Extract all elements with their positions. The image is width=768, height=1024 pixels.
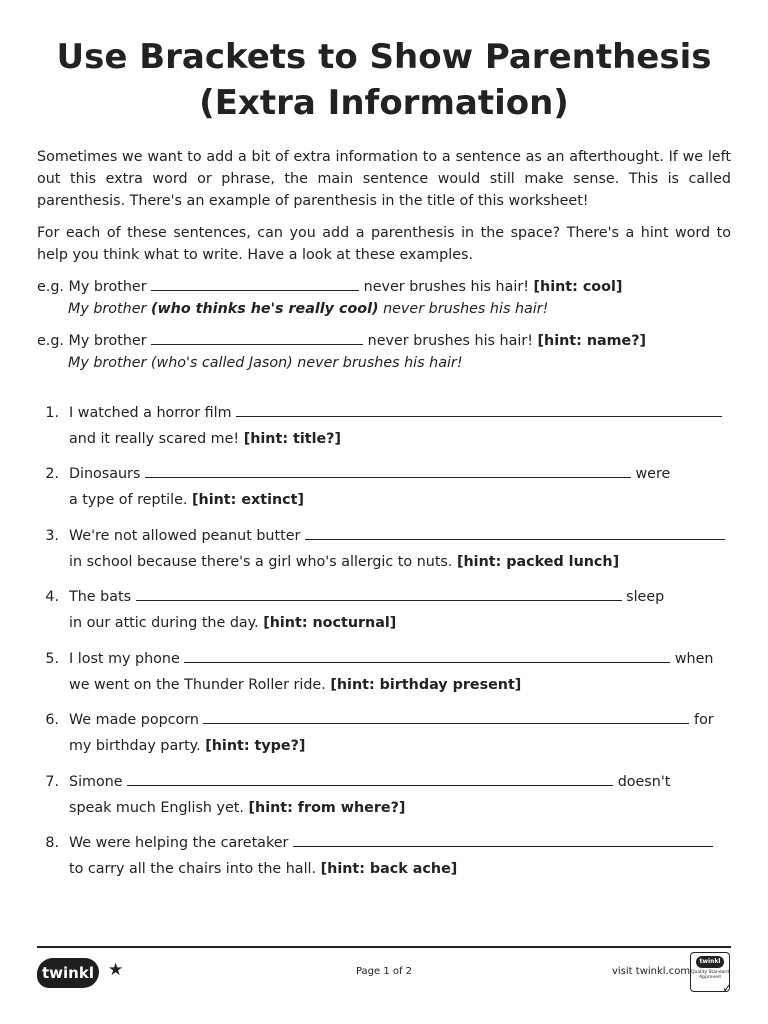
title-line-1: Use Brackets to Show Parenthesis — [56, 37, 712, 77]
title-line-2: (Extra Information) — [199, 83, 569, 123]
example-answer: My brother (who's called Jason) never brushes his hair! — [68, 355, 463, 371]
answer-blank[interactable] — [305, 525, 725, 540]
intro-paragraph — [37, 146, 731, 212]
question-start: Simone — [69, 774, 123, 790]
page-title — [0, 34, 768, 126]
question-continuation: speak much English yet. — [69, 800, 244, 816]
badge-text: Quality Standard Approved — [691, 970, 729, 980]
example-answer-start: My brother — [68, 301, 147, 317]
question-continuation: and it really scared me! — [69, 431, 240, 447]
example-answer-end: never brushes his hair! — [383, 301, 549, 317]
question-start: I watched a horror film — [69, 405, 232, 421]
example-1 — [37, 276, 737, 320]
example-prefix: e.g. My brother — [37, 279, 147, 295]
visit-link[interactable]: visit twinkl.com — [612, 966, 691, 977]
question-start: We were helping the caretaker — [69, 835, 289, 851]
star-icon[interactable]: ★ — [108, 960, 124, 980]
answer-blank[interactable] — [136, 586, 622, 601]
answer-blank[interactable] — [127, 771, 613, 786]
question-hint: [hint: back ache] — [320, 861, 458, 877]
question-number: 1. — [45, 405, 59, 421]
question-end: sleep — [626, 589, 665, 605]
twinkl-logo: twinkl — [37, 958, 99, 988]
question-continuation: my birthday party. — [69, 738, 201, 754]
question-number: 8. — [45, 835, 59, 851]
question-number: 2. — [45, 466, 59, 482]
question-hint: [hint: packed lunch] — [456, 554, 620, 570]
question-hint: [hint: title?] — [243, 431, 342, 447]
question-start: I lost my phone — [69, 651, 180, 667]
question-hint: [hint: birthday present] — [330, 677, 522, 693]
quality-badge — [690, 952, 732, 995]
question-hint: [hint: nocturnal] — [263, 615, 397, 631]
question-end: were — [635, 466, 671, 482]
answer-blank[interactable] — [236, 402, 722, 417]
question-continuation: to carry all the chairs into the hall. — [69, 861, 317, 877]
question-end: for — [694, 712, 714, 728]
example-blank — [151, 330, 363, 345]
question-start: Dinosaurs — [69, 466, 141, 482]
question-number: 3. — [45, 528, 59, 544]
answer-blank[interactable] — [203, 709, 689, 724]
question-continuation: in school because there's a girl who's allergic to nuts. — [69, 554, 453, 570]
question-number: 5. — [45, 651, 59, 667]
example-prefix: e.g. My brother — [37, 333, 147, 349]
instructions-text: For each of these sentences, can you add a parenthesis in the space? There's a hint word to help you think what to write. Have a look at these examples. — [37, 225, 731, 263]
example-hint: [hint: cool] — [533, 279, 623, 295]
example-suffix: never brushes his hair! — [367, 333, 533, 349]
answer-blank[interactable] — [293, 832, 713, 847]
question-number: 4. — [45, 589, 59, 605]
question-number: 6. — [45, 712, 59, 728]
question-end: when — [674, 651, 714, 667]
question-continuation: we went on the Thunder Roller ride. — [69, 677, 326, 693]
badge-logo: twinkl — [696, 956, 724, 968]
instructions-paragraph — [37, 222, 731, 266]
example-blank — [151, 276, 359, 291]
answer-blank[interactable] — [184, 648, 670, 663]
example-answer-parenthesis: (who thinks he's really cool) — [150, 301, 379, 317]
page-number: Page 1 of 2 — [355, 966, 413, 977]
footer-divider — [37, 946, 731, 948]
question-hint: [hint: extinct] — [192, 492, 304, 508]
intro-text: Sometimes we want to add a bit of extra information to a sentence as an afterthought. If we left out this extra word or phrase, the main sentence would still make sense. This is called parenthesis. There's an example of parenthesis in the title of this worksheet! — [37, 149, 731, 209]
example-suffix: never brushes his hair! — [363, 279, 529, 295]
question-number: 7. — [45, 774, 59, 790]
example-hint: [hint: name?] — [537, 333, 647, 349]
answer-blank[interactable] — [145, 463, 631, 478]
example-2 — [37, 330, 737, 374]
question-hint: [hint: from where?] — [248, 800, 406, 816]
question-end: doesn't — [617, 774, 671, 790]
question-start: We're not allowed peanut butter — [69, 528, 301, 544]
question-continuation: in our attic during the day. — [69, 615, 259, 631]
question-start: We made popcorn — [69, 712, 199, 728]
question-start: The bats — [69, 589, 132, 605]
question-hint: [hint: type?] — [205, 738, 306, 754]
check-icon: ✓ — [721, 981, 732, 995]
question-continuation: a type of reptile. — [69, 492, 188, 508]
